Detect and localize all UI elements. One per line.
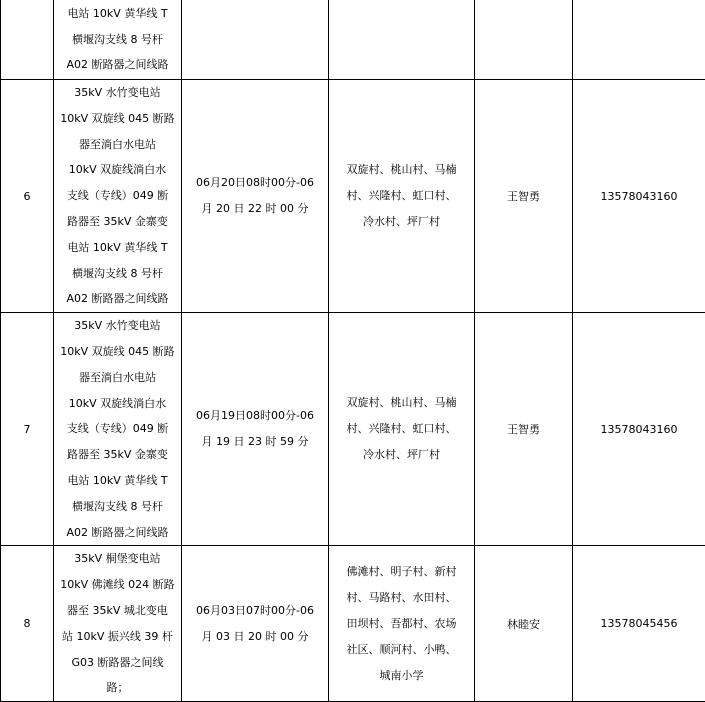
- line-text: 横堰沟支线 8 号杆: [56, 261, 179, 287]
- line-text: 路；: [56, 675, 179, 701]
- line-text: A02 断路器之间线路: [56, 52, 179, 78]
- line-text: 10kV 双旋线淌白水: [56, 157, 179, 183]
- line-text: 路器至 35kV 金寨变: [56, 442, 179, 468]
- area-text: 村、兴隆村、虹口村、: [331, 416, 472, 442]
- contact-person-cell: 林睦安: [475, 546, 573, 702]
- affected-area-cell: [329, 80, 475, 313]
- outage-time-cell: [182, 0, 329, 80]
- time-text: 月 19 日 23 时 59 分: [184, 429, 326, 455]
- line-section-cell: [54, 0, 182, 80]
- line-section-cell: [54, 546, 182, 702]
- area-text: 冷水村、坪厂村: [331, 209, 472, 235]
- table-row: [1, 313, 705, 546]
- contact-person-cell: 王智勇: [475, 80, 573, 313]
- line-text: 10kV 双旋线 045 断路: [56, 106, 179, 132]
- line-text: A02 断路器之间线路: [56, 286, 179, 312]
- line-text: 10kV 双旋线 045 断路: [56, 339, 179, 365]
- line-section-cell: [54, 313, 182, 546]
- table-row: [1, 0, 705, 80]
- line-text: 10kV 双旋线淌白水: [56, 391, 179, 417]
- contact-phone-cell: 13578043160: [573, 313, 705, 546]
- area-text: 田坝村、吾都村、农场: [331, 611, 472, 637]
- time-text: 06月20日08时00分-06: [184, 170, 326, 196]
- area-text: 村、兴隆村、虹口村、: [331, 183, 472, 209]
- affected-area-cell: [329, 546, 475, 702]
- row-number-cell: 8: [1, 546, 54, 702]
- time-text: 月 03 日 20 时 00 分: [184, 624, 326, 650]
- line-text: 器至淌白水电站: [56, 132, 179, 158]
- line-text: 10kV 佛滩线 024 断路: [56, 572, 179, 598]
- time-text: 月 20 日 22 时 00 分: [184, 196, 326, 222]
- row-number-cell: [1, 0, 54, 80]
- line-text: 器至淌白水电站: [56, 365, 179, 391]
- table-row: [1, 80, 705, 313]
- line-text: 35kV 桐堡变电站: [56, 546, 179, 572]
- line-text: 35kV 水竹变电站: [56, 313, 179, 339]
- table-row: [1, 546, 705, 702]
- line-text: 站 10kV 振兴线 39 杆: [56, 624, 179, 650]
- line-text: 支线（专线）049 断: [56, 416, 179, 442]
- area-text: 冷水村、坪厂村: [331, 442, 472, 468]
- contact-phone-cell: [573, 0, 705, 80]
- row-number-cell: 7: [1, 313, 54, 546]
- contact-person-cell: [475, 0, 573, 80]
- line-text: 横堰沟支线 8 号杆: [56, 27, 179, 53]
- area-text: 双旋村、桃山村、马楠: [331, 390, 472, 416]
- area-text: 佛滩村、明子村、新村: [331, 559, 472, 585]
- line-text: 电站 10kV 黄华线 T: [56, 1, 179, 27]
- line-text: 路器至 35kV 金寨变: [56, 209, 179, 235]
- contact-phone-cell: 13578045456: [573, 546, 705, 702]
- contact-phone-cell: 13578043160: [573, 80, 705, 313]
- area-text: 村、马路村、水田村、: [331, 585, 472, 611]
- line-text: 器至 35kV 城北变电: [56, 598, 179, 624]
- time-text: 06月19日08时00分-06: [184, 403, 326, 429]
- line-text: 35kV 水竹变电站: [56, 80, 179, 106]
- line-text: 电站 10kV 黄华线 T: [56, 468, 179, 494]
- affected-area-cell: [329, 0, 475, 80]
- line-text: 支线（专线）049 断: [56, 183, 179, 209]
- area-text: 城南小学: [331, 663, 472, 689]
- outage-time-cell: [182, 80, 329, 313]
- contact-person-cell: 王智勇: [475, 313, 573, 546]
- line-text: A02 断路器之间线路: [56, 520, 179, 546]
- affected-area-cell: [329, 313, 475, 546]
- area-text: 双旋村、桃山村、马楠: [331, 157, 472, 183]
- row-number-cell: 6: [1, 80, 54, 313]
- outage-time-cell: [182, 313, 329, 546]
- area-text: 社区、顺河村、小鸭、: [331, 637, 472, 663]
- line-text: G03 断路器之间线: [56, 650, 179, 676]
- time-text: 06月03日07时00分-06: [184, 598, 326, 624]
- outage-time-cell: [182, 546, 329, 702]
- line-section-cell: [54, 80, 182, 313]
- line-text: 电站 10kV 黄华线 T: [56, 235, 179, 261]
- line-text: 横堰沟支线 8 号杆: [56, 494, 179, 520]
